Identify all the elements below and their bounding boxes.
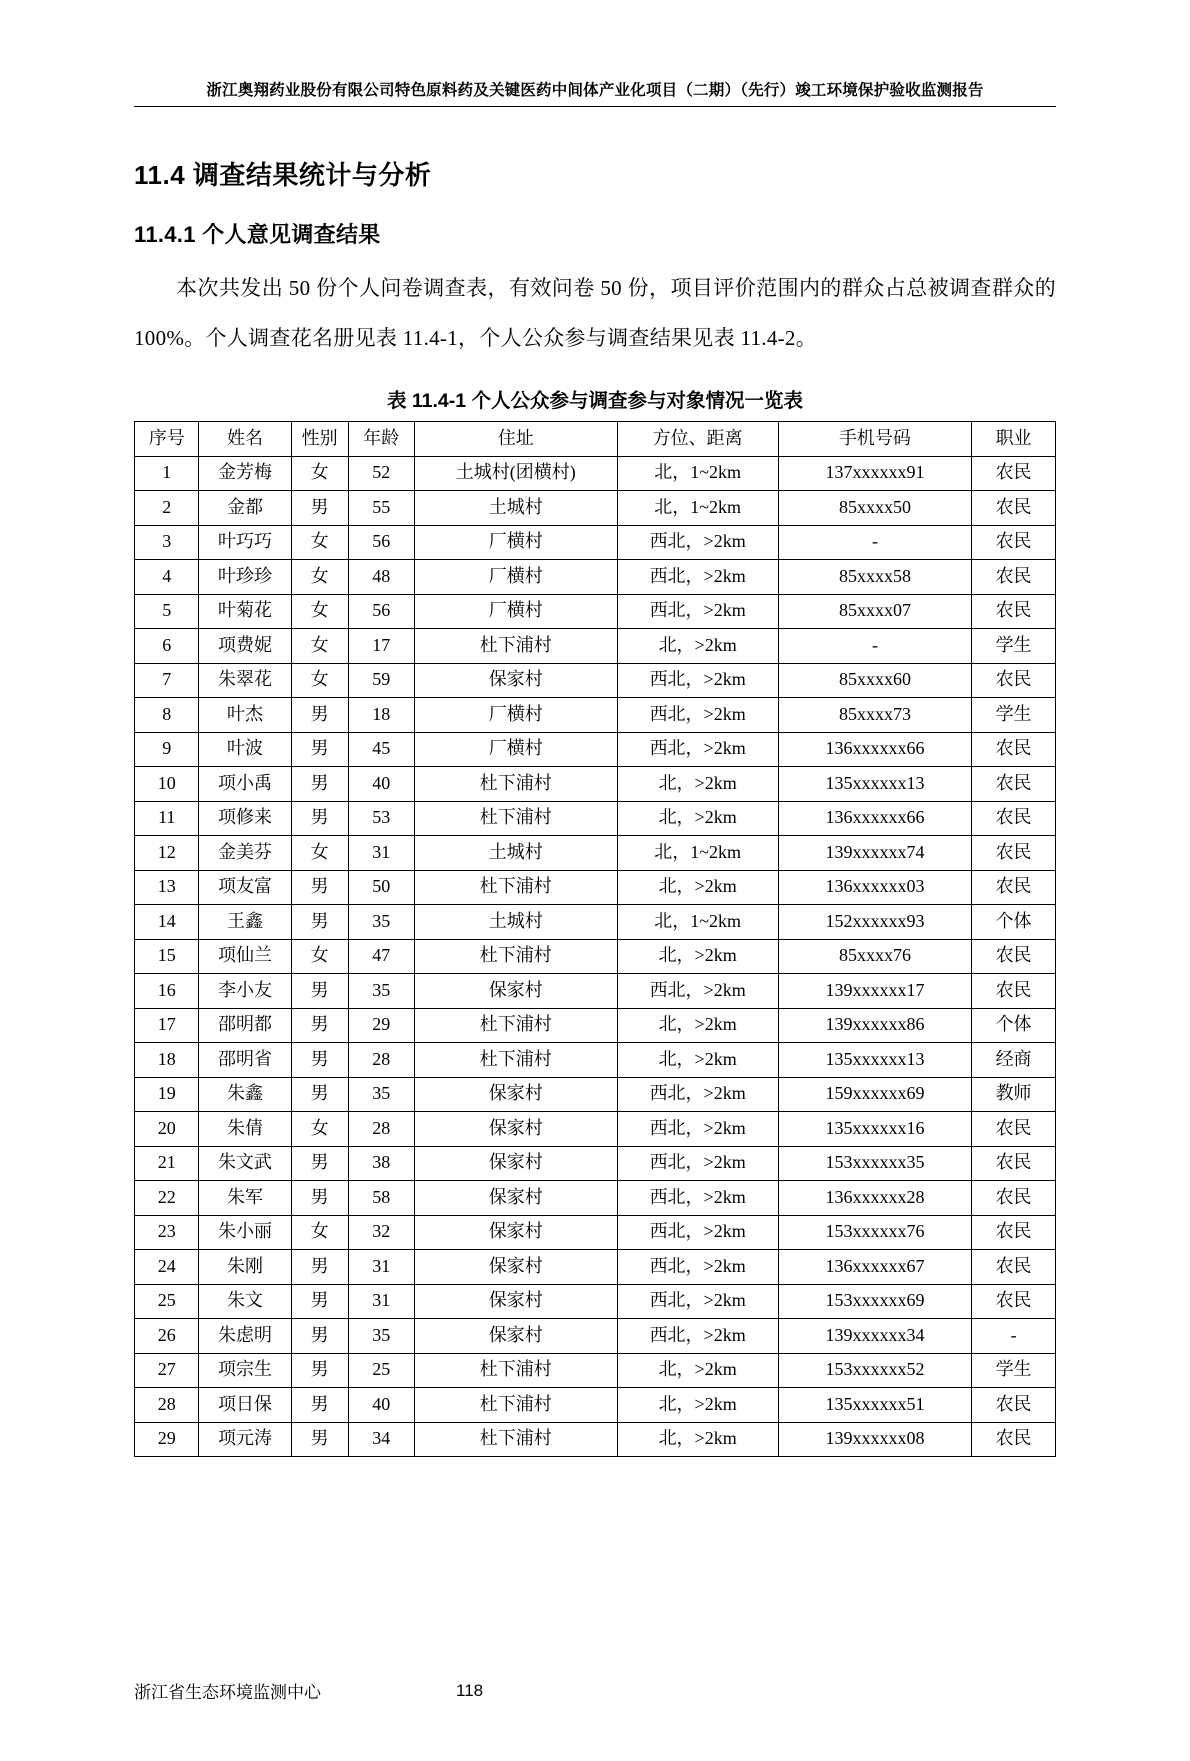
cell-index: 25: [135, 1284, 199, 1319]
cell-address: 保家村: [414, 1181, 617, 1216]
section-heading: 11.4 调查结果统计与分析: [134, 160, 432, 190]
cell-address: 保家村: [414, 1077, 617, 1112]
cell-index: 12: [135, 836, 199, 871]
cell-age: 31: [348, 1250, 414, 1285]
cell-name: 朱文: [199, 1284, 291, 1319]
cell-phone: 136xxxxxx28: [778, 1181, 971, 1216]
table-row: [135, 1112, 1056, 1147]
cell-gender: 男: [291, 698, 348, 733]
cell-phone: 136xxxxxx67: [778, 1250, 971, 1285]
cell-age: 31: [348, 836, 414, 871]
cell-gender: 女: [291, 663, 348, 698]
cell-phone: 139xxxxxx86: [778, 1008, 971, 1043]
cell-age: 35: [348, 1077, 414, 1112]
cell-name: 王鑫: [199, 905, 291, 940]
cell-phone: 85xxxx73: [778, 698, 971, 733]
cell-index: 18: [135, 1043, 199, 1078]
cell-age: 59: [348, 663, 414, 698]
cell-age: 58: [348, 1181, 414, 1216]
cell-occupation: 农民: [972, 594, 1056, 629]
column-header-gender: 性别: [291, 422, 348, 457]
cell-age: 35: [348, 905, 414, 940]
cell-index: 29: [135, 1422, 199, 1457]
cell-index: 14: [135, 905, 199, 940]
cell-occupation: 农民: [972, 560, 1056, 595]
cell-index: 19: [135, 1077, 199, 1112]
cell-index: 6: [135, 629, 199, 664]
cell-gender: 女: [291, 594, 348, 629]
cell-index: 13: [135, 870, 199, 905]
cell-address: 保家村: [414, 1250, 617, 1285]
cell-occupation: -: [972, 1319, 1056, 1354]
cell-occupation: 农民: [972, 1422, 1056, 1457]
cell-gender: 男: [291, 801, 348, 836]
cell-index: 10: [135, 767, 199, 802]
table-row: [135, 1043, 1056, 1078]
cell-phone: 153xxxxxx69: [778, 1284, 971, 1319]
cell-gender: 男: [291, 1422, 348, 1457]
cell-phone: 135xxxxxx13: [778, 767, 971, 802]
cell-age: 38: [348, 1146, 414, 1181]
cell-index: 9: [135, 732, 199, 767]
table-row: [135, 560, 1056, 595]
cell-phone: 85xxxx50: [778, 491, 971, 526]
cell-direction-distance: 西北，>2km: [617, 594, 778, 629]
cell-address: 杜下浦村: [414, 1008, 617, 1043]
cell-direction-distance: 西北，>2km: [617, 1319, 778, 1354]
cell-phone: 136xxxxxx03: [778, 870, 971, 905]
cell-phone: 152xxxxxx93: [778, 905, 971, 940]
cell-name: 邵明都: [199, 1008, 291, 1043]
cell-occupation: 农民: [972, 1388, 1056, 1423]
cell-gender: 男: [291, 1008, 348, 1043]
cell-index: 27: [135, 1353, 199, 1388]
cell-gender: 男: [291, 1181, 348, 1216]
cell-address: 杜下浦村: [414, 767, 617, 802]
cell-phone: 136xxxxxx66: [778, 732, 971, 767]
cell-gender: 男: [291, 1319, 348, 1354]
table-row: [135, 870, 1056, 905]
cell-direction-distance: 北，>2km: [617, 870, 778, 905]
cell-age: 17: [348, 629, 414, 664]
cell-direction-distance: 北，1~2km: [617, 905, 778, 940]
table-row: [135, 1077, 1056, 1112]
cell-index: 1: [135, 456, 199, 491]
cell-name: 李小友: [199, 974, 291, 1009]
cell-age: 52: [348, 456, 414, 491]
table-row: [135, 1181, 1056, 1216]
cell-occupation: 农民: [972, 491, 1056, 526]
table-row: [135, 1215, 1056, 1250]
cell-age: 35: [348, 1319, 414, 1354]
cell-address: 土城村(团横村): [414, 456, 617, 491]
cell-address: 厂横村: [414, 560, 617, 595]
cell-age: 29: [348, 1008, 414, 1043]
body-paragraph: 本次共发出 50 份个人问卷调查表，有效问卷 50 份，项目评价范围内的群众占总被调查群众的 100%。个人调查花名册见表 11.4-1，个人公众参与调查结果见表 11.4-2。: [134, 276, 1056, 350]
cell-address: 杜下浦村: [414, 939, 617, 974]
cell-direction-distance: 北，1~2km: [617, 491, 778, 526]
table-row: [135, 836, 1056, 871]
cell-direction-distance: 北，1~2km: [617, 456, 778, 491]
cell-address: 保家村: [414, 1146, 617, 1181]
cell-direction-distance: 西北，>2km: [617, 1215, 778, 1250]
cell-index: 28: [135, 1388, 199, 1423]
cell-address: 保家村: [414, 1112, 617, 1147]
cell-name: 朱刚: [199, 1250, 291, 1285]
public-participation-table: [134, 421, 1056, 1457]
cell-address: 杜下浦村: [414, 1043, 617, 1078]
table-row: [135, 1388, 1056, 1423]
cell-phone: 153xxxxxx52: [778, 1353, 971, 1388]
table-row: [135, 1008, 1056, 1043]
cell-occupation: 农民: [972, 456, 1056, 491]
cell-occupation: 农民: [972, 939, 1056, 974]
table-row: [135, 1422, 1056, 1457]
table-row: [135, 594, 1056, 629]
cell-occupation: 个体: [972, 1008, 1056, 1043]
cell-address: 保家村: [414, 1284, 617, 1319]
cell-age: 40: [348, 1388, 414, 1423]
column-header-age: 年龄: [348, 422, 414, 457]
cell-name: 项小禹: [199, 767, 291, 802]
cell-address: 杜下浦村: [414, 870, 617, 905]
cell-name: 朱虑明: [199, 1319, 291, 1354]
cell-gender: 男: [291, 767, 348, 802]
cell-gender: 男: [291, 1250, 348, 1285]
cell-index: 24: [135, 1250, 199, 1285]
cell-phone: 85xxxx76: [778, 939, 971, 974]
cell-phone: 159xxxxxx69: [778, 1077, 971, 1112]
cell-phone: 135xxxxxx51: [778, 1388, 971, 1423]
cell-age: 45: [348, 732, 414, 767]
cell-gender: 男: [291, 1077, 348, 1112]
table-row: [135, 456, 1056, 491]
cell-address: 保家村: [414, 663, 617, 698]
cell-occupation: 农民: [972, 1112, 1056, 1147]
column-header-phone: 手机号码: [778, 422, 971, 457]
cell-name: 金都: [199, 491, 291, 526]
cell-gender: 女: [291, 836, 348, 871]
cell-name: 叶波: [199, 732, 291, 767]
column-header-occupation: 职业: [972, 422, 1056, 457]
cell-gender: 女: [291, 629, 348, 664]
cell-gender: 男: [291, 732, 348, 767]
cell-name: 朱军: [199, 1181, 291, 1216]
table-row: [135, 732, 1056, 767]
cell-phone: 85xxxx58: [778, 560, 971, 595]
cell-age: 56: [348, 525, 414, 560]
cell-occupation: 个体: [972, 905, 1056, 940]
cell-direction-distance: 西北，>2km: [617, 560, 778, 595]
footer-page-number: 118: [456, 1680, 484, 1700]
table-row: [135, 939, 1056, 974]
table-row: [135, 767, 1056, 802]
cell-occupation: 农民: [972, 732, 1056, 767]
cell-occupation: 学生: [972, 1353, 1056, 1388]
cell-occupation: 农民: [972, 836, 1056, 871]
cell-occupation: 农民: [972, 525, 1056, 560]
cell-occupation: 农民: [972, 974, 1056, 1009]
cell-occupation: 农民: [972, 1146, 1056, 1181]
cell-age: 34: [348, 1422, 414, 1457]
cell-address: 保家村: [414, 974, 617, 1009]
table-row: [135, 1146, 1056, 1181]
cell-occupation: 学生: [972, 629, 1056, 664]
cell-gender: 男: [291, 491, 348, 526]
cell-direction-distance: 北，>2km: [617, 1422, 778, 1457]
cell-occupation: 经商: [972, 1043, 1056, 1078]
cell-phone: 139xxxxxx08: [778, 1422, 971, 1457]
cell-name: 项元涛: [199, 1422, 291, 1457]
cell-name: 朱翠花: [199, 663, 291, 698]
cell-index: 2: [135, 491, 199, 526]
cell-gender: 女: [291, 939, 348, 974]
cell-address: 厂横村: [414, 525, 617, 560]
cell-index: 8: [135, 698, 199, 733]
cell-gender: 女: [291, 1112, 348, 1147]
cell-name: 金芳梅: [199, 456, 291, 491]
cell-address: 杜下浦村: [414, 801, 617, 836]
table-row: [135, 663, 1056, 698]
column-header-index: 序号: [135, 422, 199, 457]
cell-address: 厂横村: [414, 732, 617, 767]
cell-age: 18: [348, 698, 414, 733]
cell-index: 16: [135, 974, 199, 1009]
cell-name: 叶杰: [199, 698, 291, 733]
column-header-name: 姓名: [199, 422, 291, 457]
cell-age: 48: [348, 560, 414, 595]
cell-index: 11: [135, 801, 199, 836]
cell-direction-distance: 西北，>2km: [617, 1284, 778, 1319]
cell-phone: -: [778, 629, 971, 664]
page-footer: [134, 1678, 1056, 1703]
cell-age: 53: [348, 801, 414, 836]
table-row: [135, 801, 1056, 836]
cell-index: 15: [135, 939, 199, 974]
cell-index: 26: [135, 1319, 199, 1354]
cell-phone: 137xxxxxx91: [778, 456, 971, 491]
cell-name: 邵明省: [199, 1043, 291, 1078]
cell-phone: 135xxxxxx16: [778, 1112, 971, 1147]
cell-gender: 男: [291, 1388, 348, 1423]
table-row: [135, 1284, 1056, 1319]
cell-name: 朱文武: [199, 1146, 291, 1181]
cell-name: 项修来: [199, 801, 291, 836]
cell-occupation: 农民: [972, 1250, 1056, 1285]
cell-address: 土城村: [414, 905, 617, 940]
cell-direction-distance: 西北，>2km: [617, 1112, 778, 1147]
cell-occupation: 学生: [972, 698, 1056, 733]
cell-gender: 男: [291, 1284, 348, 1319]
cell-direction-distance: 北，>2km: [617, 767, 778, 802]
cell-age: 35: [348, 974, 414, 1009]
cell-address: 杜下浦村: [414, 1422, 617, 1457]
cell-index: 4: [135, 560, 199, 595]
cell-age: 56: [348, 594, 414, 629]
cell-address: 土城村: [414, 836, 617, 871]
table-row: [135, 698, 1056, 733]
cell-name: 项宗生: [199, 1353, 291, 1388]
cell-occupation: 教师: [972, 1077, 1056, 1112]
table-header-row: [135, 422, 1056, 457]
cell-gender: 男: [291, 905, 348, 940]
column-header-address: 住址: [414, 422, 617, 457]
cell-name: 朱鑫: [199, 1077, 291, 1112]
cell-occupation: 农民: [972, 663, 1056, 698]
table-row: [135, 1250, 1056, 1285]
cell-phone: 85xxxx07: [778, 594, 971, 629]
cell-address: 厂横村: [414, 698, 617, 733]
cell-address: 杜下浦村: [414, 629, 617, 664]
table-row: [135, 1319, 1056, 1354]
footer-organization: 浙江省生态环境监测中心: [134, 1683, 321, 1702]
cell-age: 28: [348, 1043, 414, 1078]
cell-gender: 男: [291, 1353, 348, 1388]
cell-gender: 男: [291, 1043, 348, 1078]
cell-direction-distance: 北，>2km: [617, 629, 778, 664]
table-row: [135, 629, 1056, 664]
cell-name: 项日保: [199, 1388, 291, 1423]
cell-address: 杜下浦村: [414, 1353, 617, 1388]
cell-phone: 135xxxxxx13: [778, 1043, 971, 1078]
cell-name: 项友富: [199, 870, 291, 905]
cell-direction-distance: 北，>2km: [617, 1043, 778, 1078]
cell-gender: 女: [291, 525, 348, 560]
cell-gender: 男: [291, 974, 348, 1009]
cell-direction-distance: 西北，>2km: [617, 1181, 778, 1216]
cell-direction-distance: 西北，>2km: [617, 974, 778, 1009]
cell-direction-distance: 北，>2km: [617, 1008, 778, 1043]
cell-index: 21: [135, 1146, 199, 1181]
cell-age: 40: [348, 767, 414, 802]
cell-age: 31: [348, 1284, 414, 1319]
cell-occupation: 农民: [972, 1284, 1056, 1319]
cell-occupation: 农民: [972, 767, 1056, 802]
cell-direction-distance: 西北，>2km: [617, 732, 778, 767]
cell-direction-distance: 西北，>2km: [617, 1146, 778, 1181]
cell-direction-distance: 西北，>2km: [617, 1077, 778, 1112]
cell-gender: 女: [291, 456, 348, 491]
cell-phone: 153xxxxxx35: [778, 1146, 971, 1181]
column-header-direction-distance: 方位、距离: [617, 422, 778, 457]
cell-gender: 女: [291, 560, 348, 595]
cell-direction-distance: 西北，>2km: [617, 1250, 778, 1285]
cell-phone: 139xxxxxx17: [778, 974, 971, 1009]
cell-age: 28: [348, 1112, 414, 1147]
cell-occupation: 农民: [972, 1215, 1056, 1250]
cell-index: 17: [135, 1008, 199, 1043]
cell-name: 项费妮: [199, 629, 291, 664]
cell-phone: 139xxxxxx74: [778, 836, 971, 871]
cell-address: 保家村: [414, 1215, 617, 1250]
cell-name: 叶巧巧: [199, 525, 291, 560]
cell-address: 土城村: [414, 491, 617, 526]
cell-direction-distance: 北，>2km: [617, 801, 778, 836]
cell-phone: -: [778, 525, 971, 560]
cell-occupation: 农民: [972, 1181, 1056, 1216]
cell-index: 20: [135, 1112, 199, 1147]
cell-occupation: 农民: [972, 870, 1056, 905]
cell-direction-distance: 北，>2km: [617, 1353, 778, 1388]
cell-direction-distance: 北，>2km: [617, 939, 778, 974]
cell-age: 25: [348, 1353, 414, 1388]
cell-gender: 女: [291, 1215, 348, 1250]
cell-phone: 136xxxxxx66: [778, 801, 971, 836]
cell-gender: 男: [291, 1146, 348, 1181]
table-row: [135, 905, 1056, 940]
cell-index: 3: [135, 525, 199, 560]
cell-occupation: 农民: [972, 801, 1056, 836]
table-row: [135, 974, 1056, 1009]
cell-direction-distance: 西北，>2km: [617, 525, 778, 560]
cell-phone: 139xxxxxx34: [778, 1319, 971, 1354]
cell-direction-distance: 北，1~2km: [617, 836, 778, 871]
cell-age: 50: [348, 870, 414, 905]
cell-phone: 85xxxx60: [778, 663, 971, 698]
running-header: 浙江奥翔药业股份有限公司特色原料药及关键医药中间体产业化项目（二期）（先行）竣工环境保护验收监测报告: [134, 78, 1056, 107]
cell-age: 32: [348, 1215, 414, 1250]
cell-direction-distance: 北，>2km: [617, 1388, 778, 1423]
cell-direction-distance: 西北，>2km: [617, 663, 778, 698]
cell-name: 项仙兰: [199, 939, 291, 974]
subsection-heading: 11.4.1 个人意见调查结果: [134, 222, 381, 247]
cell-index: 5: [135, 594, 199, 629]
cell-age: 55: [348, 491, 414, 526]
cell-name: 朱倩: [199, 1112, 291, 1147]
cell-phone: 153xxxxxx76: [778, 1215, 971, 1250]
table-caption: 表 11.4-1 个人公众参与调查参与对象情况一览表: [386, 390, 804, 412]
cell-index: 22: [135, 1181, 199, 1216]
document-page: [0, 78, 1190, 1761]
cell-index: 23: [135, 1215, 199, 1250]
cell-address: 保家村: [414, 1319, 617, 1354]
cell-name: 叶菊花: [199, 594, 291, 629]
cell-gender: 男: [291, 870, 348, 905]
cell-name: 朱小丽: [199, 1215, 291, 1250]
cell-index: 7: [135, 663, 199, 698]
cell-address: 厂横村: [414, 594, 617, 629]
table-row: [135, 525, 1056, 560]
cell-name: 金美芬: [199, 836, 291, 871]
cell-age: 47: [348, 939, 414, 974]
cell-direction-distance: 西北，>2km: [617, 698, 778, 733]
cell-address: 杜下浦村: [414, 1388, 617, 1423]
table-row: [135, 491, 1056, 526]
cell-name: 叶珍珍: [199, 560, 291, 595]
table-row: [135, 1353, 1056, 1388]
